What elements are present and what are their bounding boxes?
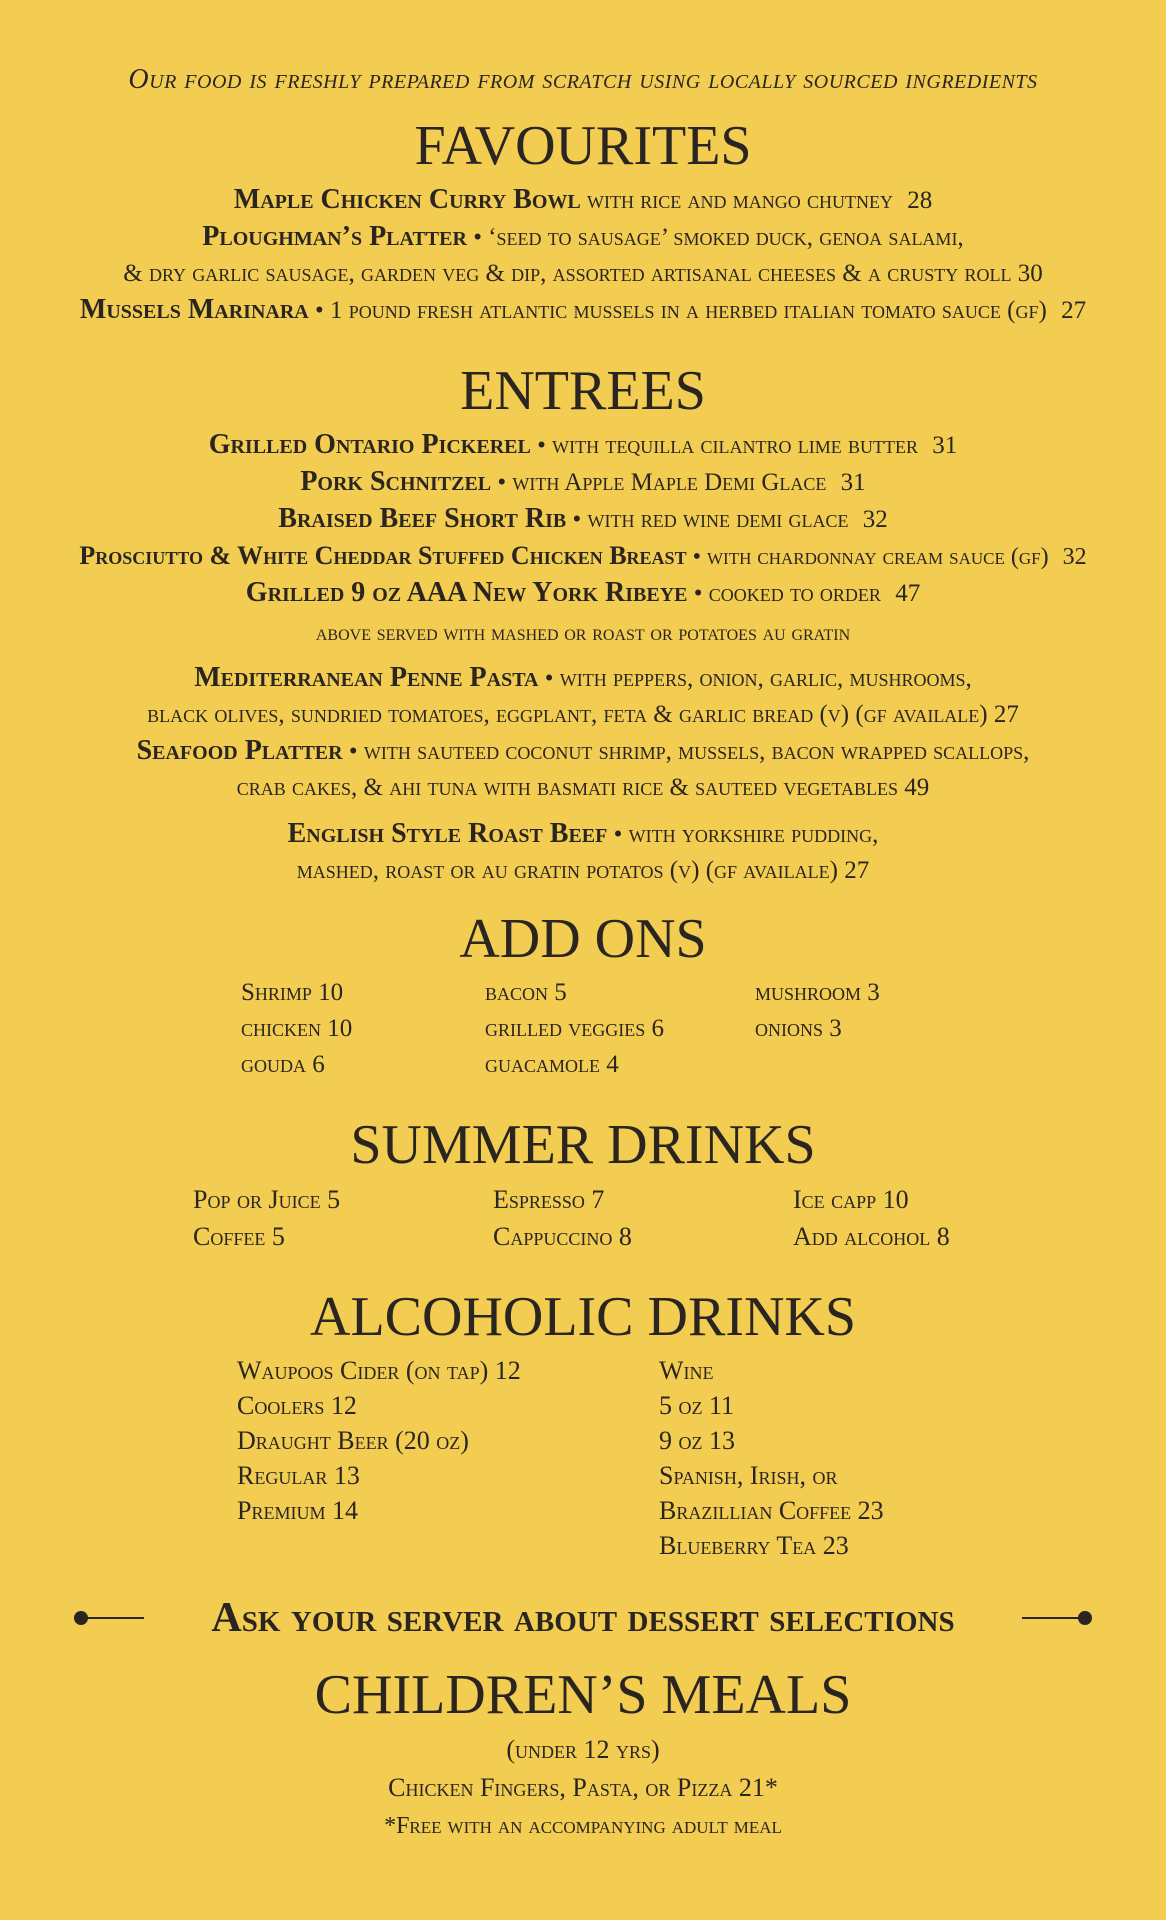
dessert-note: Ask your server about dessert selections [211, 1595, 955, 1641]
entrees-list [0, 427, 1166, 889]
drink-item: 5 oz 11 [659, 1391, 735, 1420]
drink-item: Spanish, Irish, or [659, 1461, 838, 1490]
menu-item: Ploughman’s Platter • ‘seed to sausage’ smoked duck, genoa salami, [202, 221, 964, 252]
menu-item: Mussels Marinara • 1 pound fresh atlantic mussels in a herbed italian tomato sauce (gf) 27 [79, 294, 1087, 325]
addon-item: guacamole 4 [485, 1051, 619, 1078]
menu-item: Seafood Platter • with sauteed coconut shrimp, mussels, bacon wrapped scallops, [136, 735, 1030, 766]
menu-item: Grilled Ontario Pickerel • with tequilla cilantro lime butter 31 [208, 429, 958, 460]
drink-item: Cappuccino 8 [493, 1222, 632, 1251]
drink-item: Blueberry Tea 23 [659, 1531, 849, 1560]
addon-item: bacon 5 [485, 979, 567, 1006]
childrens-footnote: *Free with an accompanying adult meal [384, 1813, 782, 1839]
favourites-list [0, 182, 1166, 329]
divider-ornament-left [80, 1617, 144, 1619]
addons-title: ADD ONS [459, 908, 707, 970]
drink-item: Brazillian Coffee 23 [659, 1496, 884, 1525]
addon-item: onions 3 [755, 1015, 842, 1042]
menu-item-continued: mashed, roast or au gratin potatos (v) (gf availale) 27 [296, 857, 870, 884]
alcoholic-drinks-left-column [237, 1353, 659, 1563]
alcoholic-drinks-title: ALCOHOLIC DRINKS [310, 1286, 856, 1348]
dessert-banner [0, 1593, 1166, 1643]
drink-item: Premium 14 [237, 1496, 358, 1525]
drink-item: Coffee 5 [193, 1222, 285, 1251]
drink-item: Draught Beer (20 oz) [237, 1426, 469, 1455]
addons-grid [241, 975, 1166, 1083]
menu-item-continued: & dry garlic sausage, garden veg & dip, assorted artisanal cheeses & a crusty roll 30 [123, 260, 1043, 287]
drink-item: Coolers 12 [237, 1391, 357, 1420]
addon-item: chicken 10 [241, 1015, 353, 1042]
drink-item: Ice capp 10 [793, 1185, 909, 1214]
drink-item: Add alcohol 8 [793, 1222, 950, 1251]
drink-item: Wine [659, 1356, 714, 1385]
divider-ornament-right [1022, 1617, 1086, 1619]
drink-item: Espresso 7 [493, 1185, 605, 1214]
drink-item: 9 oz 13 [659, 1426, 735, 1455]
menu-item: Prosciutto & White Cheddar Stuffed Chicken Breast • with chardonnay cream sauce (gf) 32 [79, 541, 1087, 570]
menu-item-continued: crab cakes, & ahi tuna with basmati rice & sauteed vegetables 49 [236, 774, 930, 801]
entrees-title: ENTREES [460, 360, 706, 422]
menu-item: Maple Chicken Curry Bowl with rice and mango chutney 28 [233, 184, 933, 215]
addon-item: grilled veggies 6 [485, 1015, 664, 1042]
summer-drinks-grid [193, 1181, 1166, 1255]
drink-item: Pop or Juice 5 [193, 1185, 341, 1214]
addon-item: Shrimp 10 [241, 979, 344, 1006]
childrens-age-note: (under 12 yrs) [506, 1735, 660, 1764]
menu-item: Braised Beef Short Rib • with red wine demi glace 32 [278, 503, 888, 534]
menu-item-continued: black olives, sundried tomatoes, eggplant, feta & garlic bread (v) (gf availale) 27 [147, 701, 1019, 728]
menu-item: Grilled 9 oz AAA New York Ribeye • cooked to order 47 [245, 577, 921, 608]
drink-item: Waupoos Cider (on tap) 12 [237, 1356, 521, 1385]
menu-item: English Style Roast Beef • with yorkshire pudding, [287, 818, 879, 849]
addon-item: mushroom 3 [755, 979, 880, 1006]
alcoholic-drinks-grid [237, 1353, 1166, 1563]
menu-item: Pork Schnitzel • with Apple Maple Demi Glace 31 [300, 466, 866, 497]
menu-item: Mediterranean Penne Pasta • with peppers, onion, garlic, mushrooms, [194, 662, 972, 693]
alcoholic-drinks-right-column [659, 1353, 979, 1563]
favourites-title: FAVOURITES [414, 115, 752, 177]
childrens-meals-title: CHILDREN’S MEALS [314, 1664, 852, 1726]
summer-drinks-title: SUMMER DRINKS [350, 1114, 816, 1176]
addon-item: gouda 6 [241, 1051, 325, 1078]
drink-item: Regular 13 [237, 1461, 360, 1490]
entrees-sides-note: above served with mashed or roast or potatoes au gratin [315, 620, 851, 645]
childrens-meal-item: Chicken Fingers, Pasta, or Pizza 21* [388, 1773, 778, 1802]
addon-item [755, 1047, 955, 1083]
tagline: Our food is freshly prepared from scratch using locally sourced ingredients [128, 64, 1038, 95]
